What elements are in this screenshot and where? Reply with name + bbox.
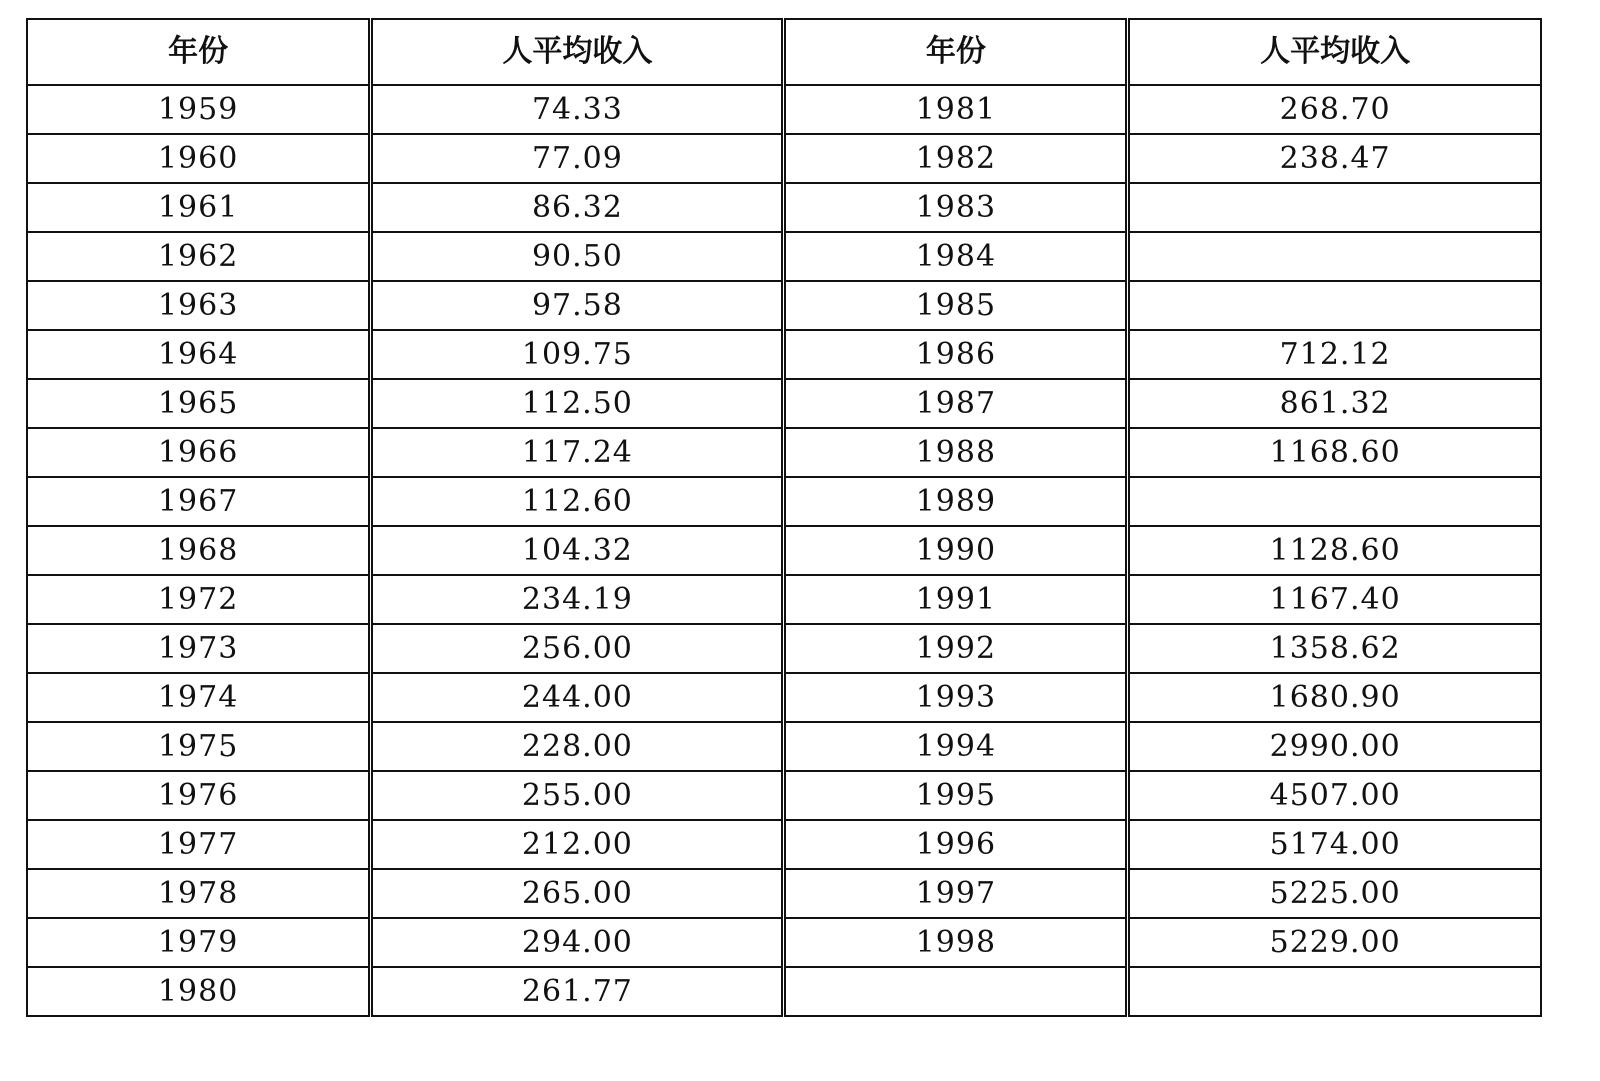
cell-income-right: 1128.60	[1128, 526, 1541, 575]
cell-income-left: 228.00	[371, 722, 784, 771]
table-row	[27, 134, 1541, 183]
cell-income-right: 2990.00	[1128, 722, 1541, 771]
cell-year-left: 1974	[27, 673, 371, 722]
header-income-left: 人平均收入	[371, 19, 784, 85]
cell-income-right: 1680.90	[1128, 673, 1541, 722]
header-year-right: 年份	[784, 19, 1128, 85]
table-row	[27, 85, 1541, 134]
cell-year-left: 1965	[27, 379, 371, 428]
table-row	[27, 771, 1541, 820]
cell-income-right	[1128, 967, 1541, 1016]
cell-year-right: 1997	[784, 869, 1128, 918]
cell-year-left: 1966	[27, 428, 371, 477]
cell-income-left: 97.58	[371, 281, 784, 330]
table-row	[27, 281, 1541, 330]
header-income-right: 人平均收入	[1128, 19, 1541, 85]
cell-year-right: 1981	[784, 85, 1128, 134]
cell-income-left: 74.33	[371, 85, 784, 134]
cell-income-right: 238.47	[1128, 134, 1541, 183]
cell-income-right: 4507.00	[1128, 771, 1541, 820]
table-row	[27, 428, 1541, 477]
cell-year-right: 1992	[784, 624, 1128, 673]
cell-income-right: 1167.40	[1128, 575, 1541, 624]
cell-year-left: 1979	[27, 918, 371, 967]
cell-income-right	[1128, 281, 1541, 330]
cell-income-right: 1358.62	[1128, 624, 1541, 673]
cell-income-left: 117.24	[371, 428, 784, 477]
cell-income-left: 112.60	[371, 477, 784, 526]
cell-income-left: 212.00	[371, 820, 784, 869]
table-row	[27, 575, 1541, 624]
cell-income-right: 268.70	[1128, 85, 1541, 134]
header-year-left: 年份	[27, 19, 371, 85]
cell-income-left: 256.00	[371, 624, 784, 673]
table-row	[27, 869, 1541, 918]
cell-year-right: 1983	[784, 183, 1128, 232]
cell-income-left: 77.09	[371, 134, 784, 183]
cell-year-right: 1996	[784, 820, 1128, 869]
cell-year-left: 1960	[27, 134, 371, 183]
cell-income-right: 1168.60	[1128, 428, 1541, 477]
cell-income-left: 104.32	[371, 526, 784, 575]
table-row	[27, 330, 1541, 379]
cell-income-left: 244.00	[371, 673, 784, 722]
cell-income-left: 255.00	[371, 771, 784, 820]
cell-year-right: 1994	[784, 722, 1128, 771]
cell-income-left: 294.00	[371, 918, 784, 967]
cell-year-right: 1987	[784, 379, 1128, 428]
cell-income-left: 261.77	[371, 967, 784, 1016]
cell-year-left: 1963	[27, 281, 371, 330]
cell-year-left: 1959	[27, 85, 371, 134]
cell-year-left: 1972	[27, 575, 371, 624]
cell-year-left: 1967	[27, 477, 371, 526]
table-row	[27, 379, 1541, 428]
table-row	[27, 232, 1541, 281]
cell-income-right	[1128, 232, 1541, 281]
cell-income-left: 86.32	[371, 183, 784, 232]
cell-year-right: 1991	[784, 575, 1128, 624]
cell-year-left: 1961	[27, 183, 371, 232]
cell-year-left: 1980	[27, 967, 371, 1016]
cell-year-right: 1985	[784, 281, 1128, 330]
cell-income-left: 90.50	[371, 232, 784, 281]
cell-year-right: 1984	[784, 232, 1128, 281]
table-row	[27, 820, 1541, 869]
cell-income-right: 5225.00	[1128, 869, 1541, 918]
cell-income-right: 861.32	[1128, 379, 1541, 428]
cell-income-right: 5229.00	[1128, 918, 1541, 967]
table-row	[27, 526, 1541, 575]
cell-year-right: 1990	[784, 526, 1128, 575]
cell-year-left: 1962	[27, 232, 371, 281]
income-table	[26, 18, 1542, 1017]
cell-income-right: 5174.00	[1128, 820, 1541, 869]
table-header-row	[27, 19, 1541, 85]
cell-year-right: 1986	[784, 330, 1128, 379]
cell-year-right: 1982	[784, 134, 1128, 183]
cell-income-left: 265.00	[371, 869, 784, 918]
table-row	[27, 967, 1541, 1016]
cell-year-left: 1976	[27, 771, 371, 820]
cell-income-left: 109.75	[371, 330, 784, 379]
cell-income-right	[1128, 183, 1541, 232]
cell-year-right	[784, 967, 1128, 1016]
cell-income-right: 712.12	[1128, 330, 1541, 379]
table-row	[27, 918, 1541, 967]
table-row	[27, 673, 1541, 722]
table-row	[27, 722, 1541, 771]
table-row	[27, 183, 1541, 232]
cell-income-left: 112.50	[371, 379, 784, 428]
cell-year-left: 1978	[27, 869, 371, 918]
cell-income-right	[1128, 477, 1541, 526]
cell-income-left: 234.19	[371, 575, 784, 624]
cell-year-right: 1993	[784, 673, 1128, 722]
table-body	[27, 85, 1541, 1016]
cell-year-left: 1964	[27, 330, 371, 379]
table-row	[27, 624, 1541, 673]
cell-year-left: 1968	[27, 526, 371, 575]
cell-year-left: 1977	[27, 820, 371, 869]
cell-year-left: 1973	[27, 624, 371, 673]
cell-year-right: 1995	[784, 771, 1128, 820]
cell-year-left: 1975	[27, 722, 371, 771]
table-row	[27, 477, 1541, 526]
cell-year-right: 1998	[784, 918, 1128, 967]
cell-year-right: 1989	[784, 477, 1128, 526]
cell-year-right: 1988	[784, 428, 1128, 477]
